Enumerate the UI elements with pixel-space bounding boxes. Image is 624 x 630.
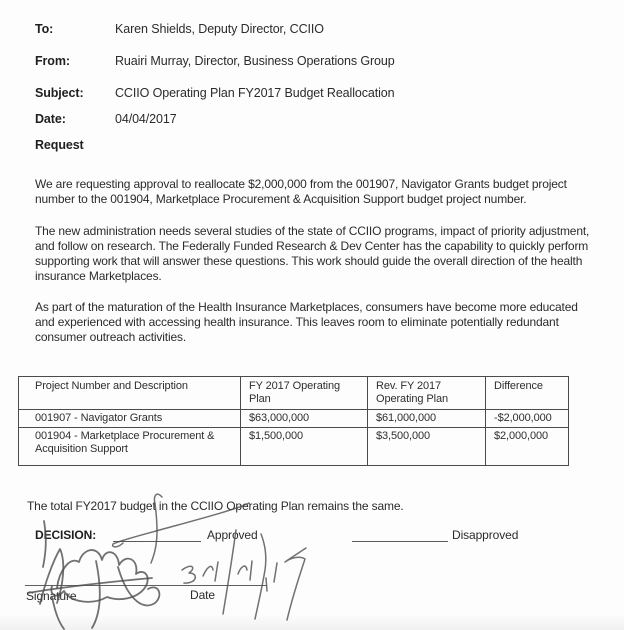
- field-row-date: [35, 112, 607, 127]
- cell-001904-diff: $2,000,000: [486, 428, 569, 466]
- cell-project-001907: 001907 - Navigator Grants: [19, 410, 241, 428]
- to-label: To:: [35, 22, 54, 36]
- paragraph-outreach: As part of the maturation of the Health Insurance Marketplaces, consumers have become more educated and experienced with accessing health insurance. This leaves room to eliminate potentially redundant consumer outreach activities.: [35, 300, 578, 344]
- paragraph-justification: The new administration needs several studies of the state of CCIIO programs, impact of priority adjustment, and follow on research. The Federally Funded Research & Dev Center has the capability to quickly perform supporting work that will answer these questions. This work should guide the overall direction of the health insurance Marketplaces.: [35, 224, 590, 283]
- from-value: Ruairi Murray, Director, Business Operations Group: [115, 54, 395, 68]
- field-row-subject: [35, 86, 607, 101]
- date-label: Date: [190, 588, 215, 602]
- request-heading: Request: [35, 138, 84, 152]
- cell-001907-rev: $61,000,000: [368, 410, 486, 428]
- signature-label: Signature: [26, 589, 77, 603]
- col-header-project: Project Number and Description: [19, 377, 241, 410]
- cell-001904-plan: $1,500,000: [241, 428, 368, 466]
- scan-shadow: [0, 614, 624, 630]
- table-row-marketplace-procurement: [19, 428, 569, 466]
- handwritten-date-ink: [182, 548, 306, 620]
- table-header-row: [19, 377, 569, 410]
- closing-text: The total FY2017 budget in the CCIIO Operating Plan remains the same.: [27, 499, 404, 513]
- table-row-navigator-grants: [19, 410, 569, 428]
- field-row-from: [35, 54, 607, 69]
- signature-date-line: [25, 585, 267, 586]
- cell-project-001904: 001904 - Marketplace Procurement & Acquisition Support: [19, 428, 241, 466]
- cell-001907-plan: $63,000,000: [241, 410, 368, 428]
- to-value: Karen Shields, Deputy Director, CCIIO: [115, 22, 324, 36]
- disapproved-blank-line: [352, 530, 448, 542]
- decision-label: DECISION:: [35, 528, 97, 542]
- cell-001907-diff: -$2,000,000: [486, 410, 569, 428]
- approved-blank-line: [113, 530, 201, 542]
- date-field-label: Date:: [35, 112, 66, 126]
- budget-table: [18, 376, 569, 466]
- cell-001904-rev: $3,500,000: [368, 428, 486, 466]
- approved-label: Approved: [207, 528, 258, 542]
- col-header-difference: Difference: [486, 377, 569, 410]
- col-header-rev-plan: Rev. FY 2017 Operating Plan: [368, 377, 486, 410]
- subject-label: Subject:: [35, 86, 84, 100]
- memo-header: [35, 22, 607, 127]
- disapproved-label: Disapproved: [452, 528, 519, 542]
- from-label: From:: [35, 54, 70, 68]
- subject-value: CCIIO Operating Plan FY2017 Budget Reallocation: [115, 86, 395, 100]
- field-row-to: [35, 22, 607, 37]
- decision-row: [35, 528, 595, 546]
- paragraph-reallocation: We are requesting approval to reallocate $2,000,000 from the 001907, Navigator Grants budget project number to the 001904, Marketplace Procurement & Acquisition Support budget project number.: [35, 177, 567, 206]
- col-header-fy2017-plan: FY 2017 Operating Plan: [241, 377, 368, 410]
- date-field-value: 04/04/2017: [115, 112, 177, 126]
